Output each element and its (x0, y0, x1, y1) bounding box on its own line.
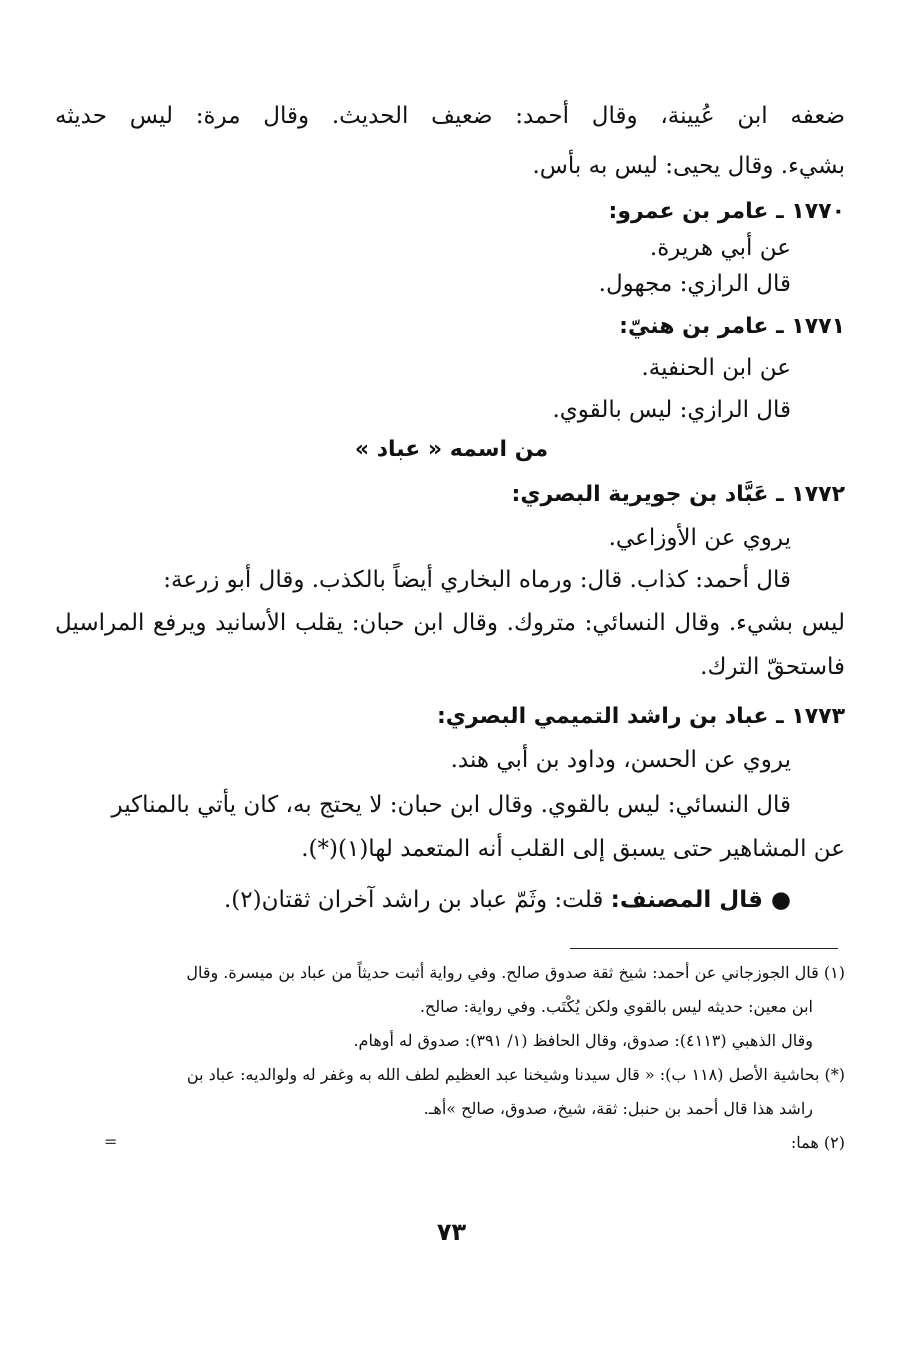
text-line: عن أبي هريرة. (649, 235, 791, 261)
text-line: قال النسائي: ليس بالقوي. وقال ابن حبان: لا يحتج به، كان يأتي بالمناكير (111, 792, 791, 818)
footnote-line: (*) بحاشية الأصل (١١٨ ب): « قال سيدنا وشيخنا عبد العظيم لطف الله به وغفر له ولوالديه: عباد بن (186, 1065, 845, 1084)
text-line: ضعفه ابن عُيينة، وقال أحمد: ضعيف الحديث. وقال مرة: ليس حديثه (55, 103, 845, 129)
footnote-line: ابن معين: حديثه ليس بالقوي ولكن يُكْتَب. وفي رواية: صالح. (419, 997, 813, 1016)
text-line: عن ابن الحنفية. (641, 355, 791, 381)
text-line: قال الرازي: ليس بالقوي. (552, 397, 791, 423)
author-note-label: ● قال المصنف: (610, 887, 791, 913)
footnote-line: وقال الذهبي (٤١١٣): صدوق، وقال الحافظ (١/ ٣٩١): صدوق له أوهام. (353, 1031, 813, 1050)
text-line: يروي عن الحسن، وداود بن أبي هند. (450, 747, 791, 773)
text-line: يروي عن الأوزاعي. (608, 525, 791, 551)
author-note (224, 885, 791, 915)
footnote-divider (570, 948, 838, 949)
entry-heading-1772: ١٧٧٢ ـ عَبَّاد بن جويرية البصري: (511, 482, 845, 507)
entry-heading-1771: ١٧٧١ ـ عامر بن هنيّ: (619, 314, 845, 339)
entry-heading-1770: ١٧٧٠ ـ عامر بن عمرو: (608, 199, 845, 224)
author-note-text: قلت: وثَمّ عباد بن راشد آخران ثقتان(٢). (223, 887, 604, 913)
text-line: قال الرازي: مجهول. (598, 271, 791, 297)
footnote-line: (٢) هما: (790, 1133, 845, 1152)
text-line: قال أحمد: كذاب. قال: ورماه البخاري أيضاً بالكذب. وقال أبو زرعة: (163, 567, 791, 593)
continuation-mark: = (104, 1132, 118, 1151)
text-line: ليس بشيء. وقال النسائي: متروك. وقال ابن حبان: يقلب الأسانيد ويرفع المراسيل (55, 610, 845, 636)
text-line: عن المشاهير حتى يسبق إلى القلب أنه المتعمد لها(١)(*). (301, 836, 845, 862)
text-line: بشيء. وقال يحيى: ليس به بأس. (532, 153, 845, 179)
text-line: فاستحقّ الترك. (700, 654, 845, 680)
footnote-line: راشد هذا قال أحمد بن حنبل: ثقة، شيخ، صدوق، صالح »أهـ. (423, 1099, 813, 1118)
entry-heading-1773: ١٧٧٣ ـ عباد بن راشد التميمي البصري: (437, 704, 845, 729)
page-number: ٧٣ (436, 1218, 467, 1246)
footnote-line: (١) قال الجوزجاني عن أحمد: شيخ ثقة صدوق صالح. وفي رواية أثبت حديثاً من عباد بن ميسرة. وقال (186, 963, 845, 982)
section-heading: من اسمه « عباد » (354, 437, 549, 462)
